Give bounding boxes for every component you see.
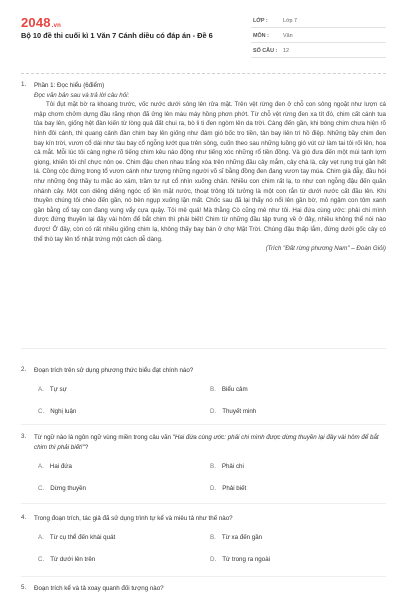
option-letter: B. — [210, 463, 216, 470]
question-text: Trong đoạn trích, tác giả đã sử dụng trình tự kể và miêu tả như thế nào? — [34, 515, 233, 522]
question-number: 3. — [21, 433, 27, 440]
header-divider — [21, 73, 386, 74]
option-letter: D. — [210, 408, 217, 415]
option-letter: D. — [210, 556, 217, 563]
question-body — [34, 81, 386, 254]
option-letter: C. — [38, 408, 45, 415]
option-text: Thuyết minh — [222, 408, 257, 415]
reading-passage — [34, 100, 386, 244]
option-letter: D. — [210, 485, 217, 492]
part-heading: Phần 1: Đọc hiểu (6điểm) — [34, 82, 105, 89]
question-number: 4. — [21, 514, 27, 521]
option-c[interactable] — [38, 408, 76, 415]
question-text: Đoạn trích trên sử dụng phương thức biểu đạt chính nào? — [34, 367, 194, 374]
option-letter: C. — [38, 556, 45, 563]
instruction: Đọc văn bản sau và trả lời câu hỏi: — [34, 91, 130, 99]
option-text: Phải chi — [221, 463, 244, 470]
meta-subject-key: MÔN : — [253, 33, 269, 39]
meta-subject-value: Văn — [283, 33, 293, 39]
document-title: Bộ 10 đề thi cuối kì 1 Văn 7 Cánh diều có đáp án - Đề 6 — [21, 31, 213, 40]
question-number: 1. — [21, 81, 27, 88]
option-letter: A. — [38, 463, 44, 470]
meta-class-key: LỚP : — [253, 18, 268, 24]
option-text: Nghị luận — [50, 408, 77, 415]
question-number: 5. — [21, 584, 27, 591]
option-text: Tự sự — [49, 386, 67, 393]
logo-tld: .vn — [51, 23, 62, 29]
option-text: Hai đứa — [49, 463, 72, 470]
meta-count-value: 12 — [283, 48, 289, 54]
option-text: Từ trong ra ngoài — [222, 556, 271, 563]
option-c[interactable] — [38, 556, 95, 563]
option-text: Từ xa đến gần — [221, 534, 263, 541]
option-b[interactable] — [210, 463, 244, 470]
option-a[interactable] — [38, 463, 72, 470]
option-text: Phải biết — [222, 485, 247, 492]
passage-source: (Trích "Đất rừng phương Nam" – Đoàn Giỏi) — [265, 245, 386, 253]
quoted-sentence: "Hai đứa cùng ước: phải chi mình được dừng thuyền lại đây vài hôm để bắt chim thì phải biết!" — [34, 434, 379, 451]
question-separator — [21, 503, 386, 504]
option-letter: C. — [38, 485, 45, 492]
option-letter: B. — [210, 386, 216, 393]
question-text — [34, 433, 386, 452]
question-separator — [21, 348, 386, 349]
option-b[interactable] — [210, 386, 248, 393]
passage-text: Tôi đụt mặt bờ ra khoang trước, vốc nước dưới sông lên rửa mặt. Trên vệt rừng đen ở chỗ con sông ngoặt như lượn cá mập chơm chởm dựng đầu răng nhọn đã ửng lên màu máy hồng phơn phớt. Từ chỗ vệt rừng đen xa tít đó, chim cất cánh tua tủa bay lên, giống hệt đàn kiến từ lòng quả đất chui ra, bò li ti đen ngòm lên da trời. Càng đến gần, khi bóng chim chưa hiện rõ hình đôi cánh, thì quang cảnh đàn chim bay lên giống như đám gió bốc tro tiền, tản bay liên trí hồ điệp. Những bầy chim đen bay kín trời, vươn cổ dài như tàu bay cổ ngỗng lướt qua trên sông, cuốn theo sau những luồng gió vút cứ làm tai tôi rối lên, hoa cả mắt. Mỗi lúc tôi càng nghe rõ tiếng chim kêu náo động như tiếng xóc những rổ tiền đồng. Và gió đưa đến một mùi tanh lợm giọng, khiến tôi chỉ chực nôn ọe. Chim đậu chen nhau trắng xóa trên những đầu cây mắm, cây chà là, cây vẹt rụng trụi gần hết lá. Cồng cộc đứng trong tổ vươn cánh như tượng những người võ sĩ bằng đồng đen đang vươn tay múa. Chim già đẫy, đầu hói như những ông thầy tu mặc áo xám, trầm tư rụt cổ nhìn xuống chân. Nhiều con chim rất lạ, to như con ngỗng đậu đến quăn nhánh cây. Một con diêng diếng ngóc cổ lên mặt nước, thoạt trông tôi tưởng là một con rắn từ dưới nước cất đầu lên. Khi thuyền chúng tôi chèo đến gần, nó bèn ngụp xuống lặn mất. Chốc sau đã lại thấy nó nổi lên gần bờ, mỏ ngậm con tôm xanh gần bằng cổ tay con đang vung vẩy cựa quậy. Tôi mê quá! Mà thằng Cò cũng mê như tôi. Hai đứa cùng ước: phải chi mình được đứng thuyền lại đây vài hôm để bắt chim thì phải biết! Chim từ những đầu tập trung về ở đây, nhiều không thể nói nào được! Ở đây, còn có rất nhiều giống chim lạ, không thấy bay bán ở chợ Mặt Trời. Chúng đậu thấp lắm, đứng dưới gốc cây có thể thò tay lên tổ nhặt trứng một cách dễ dàng. — [34, 101, 386, 243]
document-header — [0, 0, 400, 68]
question-separator — [21, 576, 386, 577]
option-letter: A. — [38, 534, 44, 541]
option-d[interactable] — [210, 408, 256, 415]
question-text-main: Từ ngữ nào là ngôn ngữ vùng miền trong câu văn — [34, 434, 173, 441]
meta-question-count — [251, 44, 386, 58]
question-number: 2. — [21, 366, 27, 373]
option-text: Biểu cảm — [221, 386, 248, 393]
option-d[interactable] — [210, 485, 246, 492]
meta-subject — [251, 29, 386, 43]
question-text-end: ? — [84, 443, 89, 451]
option-a[interactable] — [38, 534, 115, 541]
site-logo[interactable] — [21, 15, 61, 30]
option-d[interactable] — [210, 556, 270, 563]
option-text: Dừng thuyền — [50, 485, 86, 492]
option-letter: B. — [210, 534, 216, 541]
option-letter: A. — [38, 386, 44, 393]
option-text: Từ dưới lên trên — [50, 556, 96, 563]
question-separator — [21, 424, 386, 425]
meta-count-key: SỐ CÂU : — [253, 48, 278, 54]
meta-class-value: Lớp 7 — [283, 18, 298, 24]
question-text: Đoạn trích kể và tả xoay quanh đối tượng nào? — [34, 585, 164, 592]
option-a[interactable] — [38, 386, 67, 393]
meta-class — [251, 14, 386, 28]
option-text: Từ cụ thể đến khái quát — [49, 534, 116, 541]
logo-number: 2048 — [21, 15, 51, 30]
option-c[interactable] — [38, 485, 86, 492]
option-b[interactable] — [210, 534, 262, 541]
